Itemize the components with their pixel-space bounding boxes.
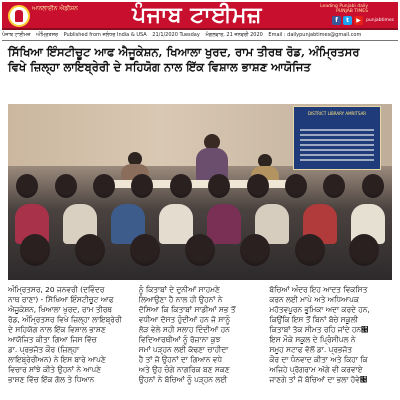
social-links bbox=[330, 14, 394, 26]
article-line: ਰੋਡ, ਅੰਮ੍ਰਿਤਸਰ ਵਿਖੇ ਜ਼ਿਲ੍ਹਾ ਲਾਇਬ੍ਰੇਰੀ bbox=[8, 315, 122, 324]
twitter-icon[interactable]: t bbox=[343, 16, 352, 25]
article-line: ਭਾਸ਼ਣ ਵਿੱਚ ਇੱਕ ਗੱਲ ਤੇ ਧਿਆਨ bbox=[8, 375, 95, 384]
article-line: ਜਾਣਗੇ ਤਾਂ ਜੋ ਬੱਚਿਆਂ ਦਾ ਭਲਾ ਹੋਵੇ੤ bbox=[269, 375, 368, 384]
audience-member bbox=[285, 174, 307, 198]
dateline-published: Published from ਜਲੰਧਰ India & USA bbox=[63, 32, 147, 38]
article-column-3 bbox=[269, 285, 392, 397]
library-banner-text: DISTRICT LIBRARY AMRITSAR bbox=[307, 111, 367, 116]
article-line: ਦੱਸਿਆ ਕਿ ਕਿਤਾਬਾਂ ਸਾਡੀਆਂ ਸਭ ਤੋਂ bbox=[138, 305, 236, 314]
article-line: ਵਿਚਾਰ ਸਾਂਝੇ ਕੀਤੇ ਉਹਨਾਂ ਨੇ ਆਪਣੇ bbox=[8, 365, 101, 374]
article-line: ਅਜਿਹੇ ਪ੍ਰੋਗਰਾਮ ਅੱਗੇ ਵੀ ਕਰਵਾਏ bbox=[269, 365, 363, 374]
dateline-city: ਅੰਮ੍ਰਿਤਸਰ bbox=[36, 32, 58, 38]
social-handle: punjabtimes bbox=[366, 17, 394, 23]
dateline-email: Email : dailypunjabtimes@gmail.com bbox=[268, 32, 362, 38]
article-line: ਵਧੀਆ ਦੋਸਤ ਹੁੰਦੀਆਂ ਹਨ ਜੋ ਸਾਨੂੰ bbox=[138, 315, 231, 324]
dateline-date: 21/1/2020 Tuesday bbox=[152, 32, 200, 38]
audience-member bbox=[16, 174, 38, 198]
article-line: ਕੌਰ ਦਾ ਧੰਨਵਾਦ ਕੀਤਾ ਅਤੇ ਕਿਹਾ ਕਿ bbox=[269, 355, 368, 364]
newspaper-logo-icon bbox=[8, 5, 30, 27]
audience-member bbox=[208, 174, 230, 198]
article-line: ਐਜੂਕੇਸ਼ਨ, ਖਿਆਲਾ ਖੁਰਦ, ਰਾਮ ਤੀਰਥ bbox=[8, 305, 112, 314]
audience-member bbox=[20, 234, 50, 266]
audience-member bbox=[349, 234, 379, 266]
audience-row-1 bbox=[8, 174, 392, 198]
audience-row-3 bbox=[8, 234, 392, 266]
article-line: ਸਮਾਂ ਪੜ੍ਹਨ ਲਈ ਕੱਢਣਾ ਚਾਹੀਦਾ bbox=[138, 345, 229, 354]
article-line: ਕਿਤਾਬਾਂ ਤੱਕ ਸੀਮਤ ਰਹਿ ਜਾਂਦੇ ਹਨ੤ bbox=[269, 325, 369, 334]
article-line: ਦੇ ਸਹਿਯੋਗ ਨਾਲ ਇੱਕ ਵਿਸ਼ਾਲ ਭਾਸ਼ਣ bbox=[8, 325, 106, 334]
article-line: ਹੈ ਤਾਂ ਜੋ ਉਹਨਾਂ ਦਾ ਗਿਆਨ ਵਧੇ bbox=[138, 355, 223, 364]
audience-member bbox=[131, 174, 153, 198]
article-line: ਮਹੱਤਵਪੂਰਨ ਭੂਮਿਕਾ ਅਦਾ ਕਰਦੇ ਹਨ, bbox=[269, 305, 370, 314]
article-line: ਬੱਚਿਆਂ ਅੰਦਰ ਇਹ ਆਦਤ ਵਿਕਸਿਤ bbox=[269, 285, 368, 294]
article-line: ਨੂੰ ਕਿਤਾਬਾਂ ਦੇ ਦੁਨੀਆਂ ਸਾਹਮਣੇ bbox=[138, 285, 220, 294]
audience-member bbox=[75, 234, 105, 266]
audience-member bbox=[362, 174, 384, 198]
dateline-ml-date: ਮੰਗਲਵਾਰ, 21 ਜਨਵਰੀ 2020 bbox=[205, 32, 263, 38]
audience-member bbox=[295, 234, 325, 266]
article-line: ਵਿਦਿਆਰਥੀਆਂ ਨੂੰ ਰੋਜ਼ਾਨਾ ਕੁਝ bbox=[138, 335, 221, 344]
article-line: ਕਰਨ ਲਈ ਮਾਪੇ ਅਤੇ ਅਧਿਆਪਕ bbox=[269, 295, 359, 304]
audience-member bbox=[55, 174, 77, 198]
article-line: ਨਾਥ ਰਾਣਾ) - ਸਿੱਖਿਆ ਇੰਸਟੀਚੂਟ ਆਫ bbox=[8, 295, 114, 304]
article-line: ਲੋੜ ਵੇਲੇ ਸਹੀ ਸਲਾਹ ਦਿੰਦੀਆਂ ਹਨ bbox=[138, 325, 230, 334]
headline-line-1: ਸਿੱਖਿਆ ਇੰਸਟੀਚੂਟ ਆਫ ਐਜੂਕੇਸ਼ਨ, ਖਿਆਲਾ ਖੁਰਦ, ਰਾਮ ਤੀਰਥ ਰੋਡ, ਅੰਮ੍ਰਿਤਸਰ bbox=[8, 45, 360, 59]
banner-text-lines bbox=[300, 129, 374, 163]
edition-label: ਆਨਲਾਈਨ ਐਡੀਸ਼ਨ bbox=[32, 5, 78, 12]
article-line: ਅਤੇ ਉਹ ਚੰਗੇ ਨਾਗਰਿਕ ਬਣ ਸਕਣ bbox=[138, 365, 230, 374]
youtube-icon[interactable]: ▶ bbox=[354, 16, 363, 25]
article-line: ਸਮੂਹ ਸਟਾਫ ਵੱਲੋਂ ਡਾ. ਪ੍ਰਭਜੋਤ bbox=[269, 345, 352, 354]
event-photo bbox=[8, 104, 392, 280]
audience-member bbox=[240, 234, 270, 266]
masthead bbox=[2, 0, 398, 44]
article-column-1 bbox=[8, 285, 131, 397]
article-line: ਉਹਨਾਂ ਨੇ ਬੱਚਿਆਂ ਨੂੰ ਪੜ੍ਹਨ ਲਈ bbox=[138, 375, 228, 384]
dateline-place: ਪੰਜਾਬ ਟਾਈਮਜ਼ bbox=[2, 32, 31, 38]
paper-name: ਪੰਜਾਬ ਟਾਈਮਜ਼ bbox=[132, 2, 262, 28]
article-line: ਅੰਮ੍ਰਿਤਸਰ, 20 ਜਨਵਰੀ (ਦਵਿੰਦਰ bbox=[8, 285, 105, 294]
audience-member bbox=[185, 234, 215, 266]
article-line: ਇਸ ਮੌਕੇ ਸਕੂਲ ਦੇ ਪ੍ਰਿੰਸੀਪਲ ਨੇ bbox=[269, 335, 356, 344]
tagline: Leading Punjabi daily PUNJAB TIMES bbox=[320, 4, 368, 14]
facebook-icon[interactable]: f bbox=[332, 16, 341, 25]
article-body bbox=[8, 285, 392, 397]
library-banner bbox=[293, 106, 381, 170]
article-line: ਲਿਆਉਣਾ ਹੈ ਨਾਲ ਹੀ ਉਹਨਾਂ ਨੇ bbox=[138, 295, 223, 304]
audience-member bbox=[93, 174, 115, 198]
article-line: ਆਯੋਜਿਤ ਕੀਤਾ ਗਿਆ ਜਿਸ ਵਿੱਚ bbox=[8, 335, 97, 344]
article-headline bbox=[8, 45, 360, 75]
masthead-banner bbox=[2, 2, 398, 30]
article-line: ਡਾ. ਪ੍ਰਭਜੋਤ ਕੌਰ (ਜ਼ਿਲ੍ਹਾ bbox=[8, 345, 80, 354]
article-column-2 bbox=[139, 285, 262, 397]
headline-line-2: ਵਿਖੇ ਜ਼ਿਲ੍ਹਾ ਲਾਇਬ੍ਰੇਰੀ ਦੇ ਸਹਿਯੋਗ ਨਾਲ ਇੱਕ ਵਿਸ਼ਾਲ ਭਾਸ਼ਣ ਆਯੋਜਿਤ bbox=[8, 60, 311, 74]
audience-member bbox=[130, 234, 160, 266]
audience-member bbox=[323, 174, 345, 198]
article-line: ਲਾਇਬ੍ਰੇਰੀਅਨ) ਨੇ ਇਸ ਬਾਰੇ ਆਪਣੇ bbox=[8, 355, 106, 364]
audience-member bbox=[247, 174, 269, 198]
article-line: ਕਿਉਂਕਿ ਇਸ ਤੋਂ ਬਿਨਾਂ ਬੱਚੇ ਸਕੂਲੀ bbox=[269, 315, 358, 324]
dateline bbox=[2, 30, 398, 41]
audience-member bbox=[170, 174, 192, 198]
